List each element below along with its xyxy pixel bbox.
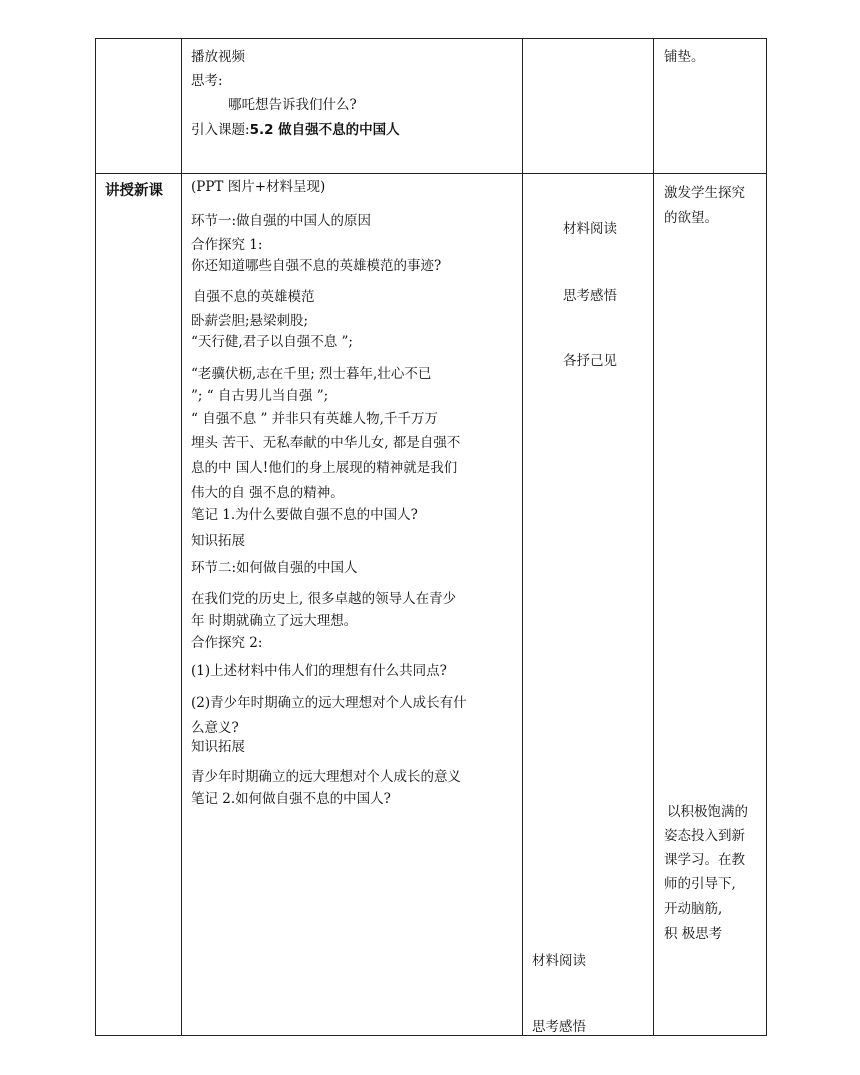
content-line: ”; “ 自古男儿当自强 ”; [191,388,329,404]
activity-text: 思考感悟 [532,1019,586,1035]
content-line: 你还知道哪些自强不息的英雄模范的事迹? [191,258,442,274]
section-label: 讲授新课 [105,183,163,199]
content-line: 息的中 国人!他们的身上展现的精神就是我们 [191,460,458,476]
lesson-title: 5.2 做自强不息的中国人 [249,122,400,138]
remark-text: 铺垫。 [664,49,705,65]
content-line: 么意义? [191,720,239,736]
table-left-border [95,38,96,1036]
intent-text: 以积极饱满的 [667,804,748,820]
content-line: “ 自强不息 ” 并非只有英雄人物,千千万万 [191,411,438,427]
lesson-intro-prefix: 引入课题: [191,122,250,138]
content-line: 合作探究 1: [191,237,263,253]
intent-text: 激发学生探究 [664,185,745,201]
row-divider [95,173,767,174]
question-text: 哪吒想告诉我们什么? [228,97,357,113]
content-line: 知识拓展 [191,533,245,549]
table-right-border [766,38,767,1036]
activity-text: 材料阅读 [532,953,586,969]
content-line: 自强不息的英雄模范 [193,289,315,305]
content-line: 合作探究 2: [191,635,263,651]
content-line: 伟大的自 强不息的精神。 [191,485,344,501]
think-label: 思考: [191,73,223,89]
intent-text: 姿态投入到新 [664,828,745,844]
column-divider-2 [522,38,523,1036]
intent-text: 课学习。在教 [664,852,745,868]
content-line: 笔记 1.为什么要做自强不息的中国人? [191,507,418,523]
table-top-border [95,38,767,39]
intent-text: 师的引导下, [664,876,736,892]
content-line: (PPT 图片+材料呈现) [191,179,326,195]
content-line: 埋头 苦干、无私奉献的中华儿女, 都是自强不 [191,435,461,451]
content-line: 笔记 2.如何做自强不息的中国人? [191,791,391,807]
content-line: 知识拓展 [191,739,245,755]
intent-text: 的欲望。 [664,210,718,226]
lesson-intro-line [191,121,400,139]
activity-text: 材料阅读 [563,221,617,237]
content-line: “天行健,君子以自强不息 ”; [191,334,353,350]
column-divider-3 [653,38,654,1036]
content-line: 在我们党的历史上, 很多卓越的领导人在青少 [191,591,457,607]
content-line: 卧薪尝胆;悬梁刺股; [191,313,309,329]
intent-text: 开动脑筋, [664,901,723,917]
intent-text: 积 极思考 [664,926,723,942]
activity-text: 各抒己见 [563,353,617,369]
content-line: 环节一:做自强的中国人的原因 [191,213,372,229]
column-divider-1 [181,38,182,1036]
content-line: 环节二:如何做自强的中国人 [191,560,358,576]
activity-text: 思考感悟 [563,288,617,304]
content-line: (1)上述材料中伟人们的理想有什么共同点? [191,663,447,679]
content-line: (2)青少年时期确立的远大理想对个人成长有什 [191,695,467,711]
content-line: 青少年时期确立的远大理想对个人成长的意义 [191,769,461,785]
table-bottom-border [95,1035,767,1036]
content-line: 年 时期就确立了远大理想。 [191,613,358,629]
play-video-text: 播放视频 [191,49,245,65]
content-line: “老骥伏枥,志在千里; 烈士暮年,壮心不已 [191,366,432,382]
